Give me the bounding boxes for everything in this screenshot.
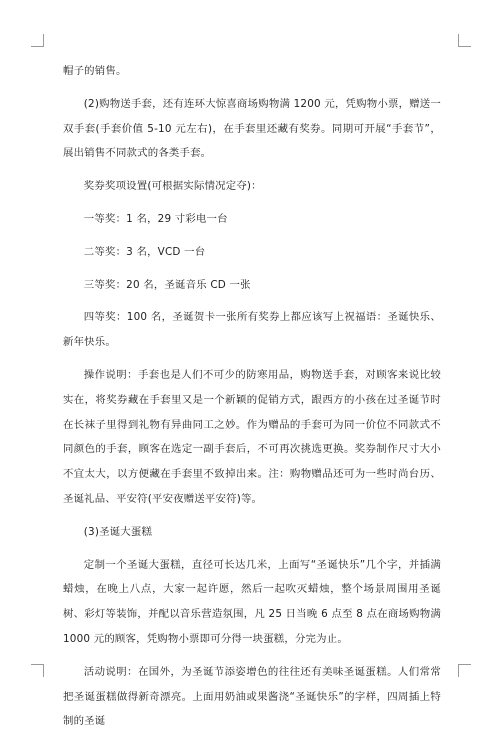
crop-mark-top-right [458,34,471,47]
paragraph-second-prize: 二等奖：3 名，VCD 一台 [83,245,206,258]
paragraph-fourth-prize: 四等奖：100 名，圣诞贺卡一张所有奖券上都应该写上祝福语：圣诞快乐、新年快乐。 [63,311,441,349]
section-heading-christmas-cake: (3)圣诞大蛋糕 [83,525,153,538]
paragraph-cake-details: 定制一个圣诞大蛋糕，直径可长达几米，上面写“圣诞快乐”几个字，并插满蜡烛，在晚上八点，大家一起许愿，然后一起吹灭蜡烛，整个场景周围用圣诞树、彩灯等装饰，并配以音乐营造氛围，凡 25 日当晚 6 点至 8 点在商场购物满 1000 元的顾客，凭购物小票即可分得一块蛋糕，分完为止。 [63,558,441,645]
paragraph-gloves-promotion: (2)购物送手套，还有连环大惊喜商场购物满 1200 元，凭购物小票，赠送一双手套(手套价值 5-10 元左右)，在手套里还藏有奖券。同期可开展“手套节”，展出销售不同款式的各类手套。 [63,97,441,160]
crop-mark-bottom-right [458,664,471,677]
paragraph-continuation: 帽子的销售。 [63,65,127,77]
crop-mark-bottom-left [31,664,44,677]
paragraph-prize-settings: 奖券奖项设置(可根据实际情况定夺)： [83,180,262,193]
document-body [63,59,441,742]
crop-mark-top-left [31,34,44,47]
paragraph-first-prize: 一等奖：1 名，29 寸彩电一台 [83,212,228,225]
paragraph-third-prize: 三等奖：20 名，圣诞音乐 CD 一张 [83,278,251,291]
paragraph-operation-notes: 操作说明：手套也是人们不可少的防寒用品，购物送手套，对顾客来说比较实在，将奖券藏在手套里又是一个新颖的促销方式，跟西方的小孩在过圣诞节时在长袜子里得到礼物有异曲同工之妙。作为赠品的手套可为同一价位不同款式不同颜色的手套，顾客在选定一副手套后，不可再次挑选更换。奖券制作尺寸大小不宜太大，以方便藏在手套里不致掉出来。注：购物赠品还可为一些时尚台历、圣诞礼品、平安符(平安夜赠送平安符)等。 [63,368,441,505]
paragraph-activity-notes: 活动说明：在国外，为圣诞节添姿增色的往往还有美味圣诞蛋糕。人们常常把圣诞蛋糕做得新奇漂亮。上面用奶油或果酱浇“圣诞快乐”的字样，四周插上特制的圣诞 [63,665,441,728]
